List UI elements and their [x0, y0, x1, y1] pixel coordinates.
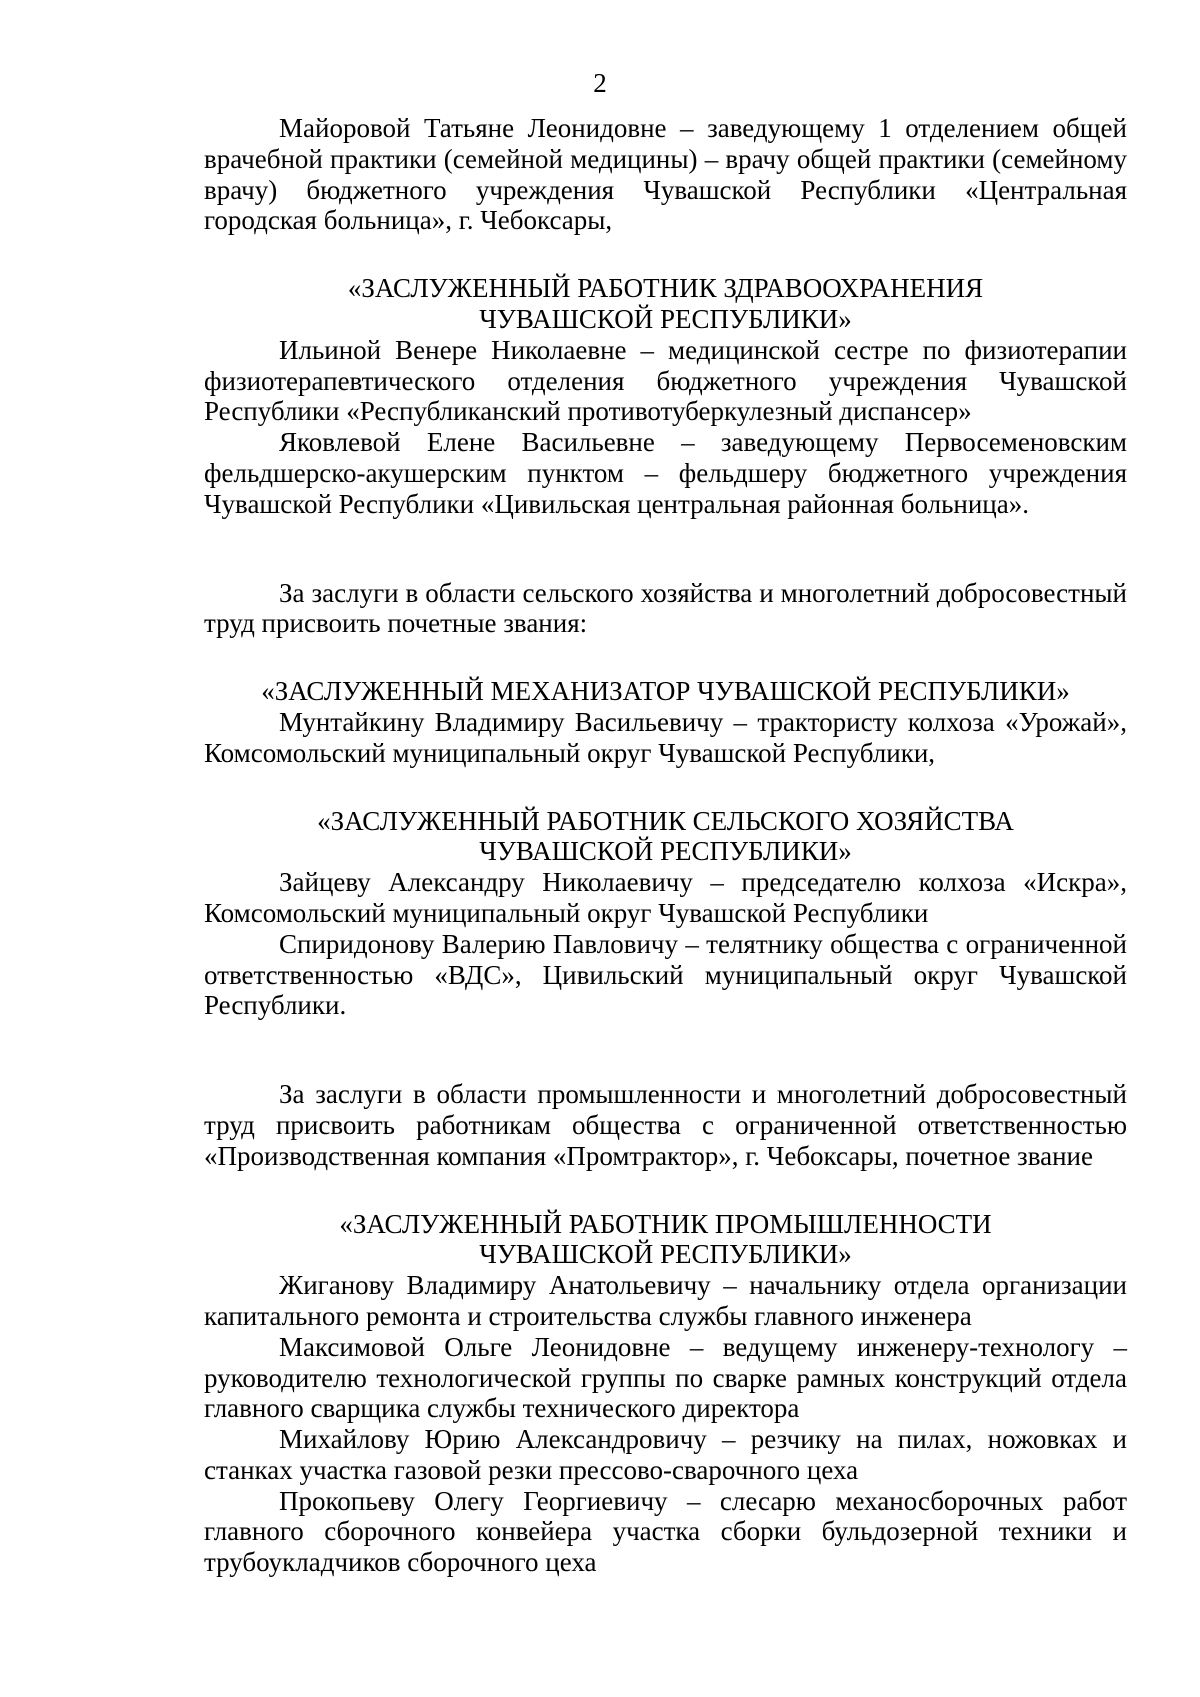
heading-line: ЧУВАШСКОЙ РЕСПУБЛИКИ»	[479, 1239, 852, 1270]
heading-line: ЧУВАШСКОЙ РЕСПУБЛИКИ»	[479, 836, 852, 867]
award-paragraph: Прокопьеву Олегу Георгиевичу – слесарю механосборочных работ главного сборочного конвейера участка сборки бульдозерной техники и трубоукладчиков сборочного цеха	[204, 1485, 1127, 1578]
award-paragraph: Спиридонову Валерию Павловичу – телятнику общества с ограниченной ответственностью «ВДС», Цивильский муниципальный округ Чувашской Республики.	[204, 928, 1127, 1021]
heading-line: «ЗАСЛУЖЕННЫЙ МЕХАНИЗАТОР ЧУВАШСКОЙ РЕСПУБЛИКИ»	[261, 676, 1070, 707]
award-paragraph: Жиганову Владимиру Анатольевичу – начальнику отдела организации капитального ремонта и строительства службы главного инженера	[204, 1270, 1127, 1331]
heading-line: «ЗАСЛУЖЕННЫЙ РАБОТНИК ПРОМЫШЛЕННОСТИ	[339, 1208, 992, 1239]
award-paragraph: Яковлевой Елене Васильевне – заведующему Первосеменовским фельдшерско-акушерским пунктом – фельдшеру бюджетного учреждения Чувашской Республики «Цивильская центральная районная больница».	[204, 427, 1127, 519]
award-paragraph: Максимовой Ольге Леонидовне – ведущему инженеру-технологу – руководителю технологической группы по сварке рамных конструкций отдела главного сварщика службы технического директора	[204, 1331, 1127, 1424]
award-paragraph: Мунтайкину Владимиру Васильевичу – трактористу колхоза «Урожай», Комсомольский муниципальный округ Чувашской Республики,	[204, 706, 1127, 768]
award-paragraph: Майоровой Татьяне Леонидовне – заведующему 1 отделением общей врачебной практики (семейной медицины) – врачу общей практики (семейному врачу) бюджетного учреждения Чувашской Республики «Центральная городская больница», г. Чебоксары,	[204, 113, 1127, 236]
heading-line: «ЗАСЛУЖЕННЫЙ РАБОТНИК СЕЛЬСКОГО ХОЗЯЙСТВА	[317, 805, 1014, 836]
award-paragraph: Михайлову Юрию Александровичу – резчику на пилах, ножовках и станках участка газовой резки прессово-сварочного цеха	[204, 1424, 1127, 1485]
award-title-heading	[204, 273, 1127, 335]
document-body	[204, 113, 1127, 1578]
award-paragraph: За заслуги в области промышленности и многолетний добросовестный труд присвоить работникам общества с ограниченной ответственностью «Производственная компания «Промтрактор», г. Чебоксары, почетное звание	[204, 1079, 1127, 1171]
heading-line: ЧУВАШСКОЙ РЕСПУБЛИКИ»	[479, 303, 852, 334]
award-paragraph: Ильиной Венере Николаевне – медицинской сестре по физиотерапии физиотерапевтического отделения бюджетного учреждения Чувашской Республики «Республиканский противотуберкулезный диспансер»	[204, 334, 1127, 427]
award-paragraph: Зайцеву Александру Николаевичу – председателю колхоза «Искра», Комсомольский муниципальный округ Чувашской Республики	[204, 867, 1127, 928]
heading-line: «ЗАСЛУЖЕННЫЙ РАБОТНИК ЗДРАВООХРАНЕНИЯ	[347, 273, 984, 304]
award-title-heading	[204, 676, 1127, 707]
award-paragraph: За заслуги в области сельского хозяйства и многолетний добросовестный труд присвоить почетные звания:	[204, 577, 1127, 639]
award-title-heading	[204, 806, 1127, 868]
award-title-heading	[204, 1209, 1127, 1271]
page-number: 2	[593, 68, 607, 98]
